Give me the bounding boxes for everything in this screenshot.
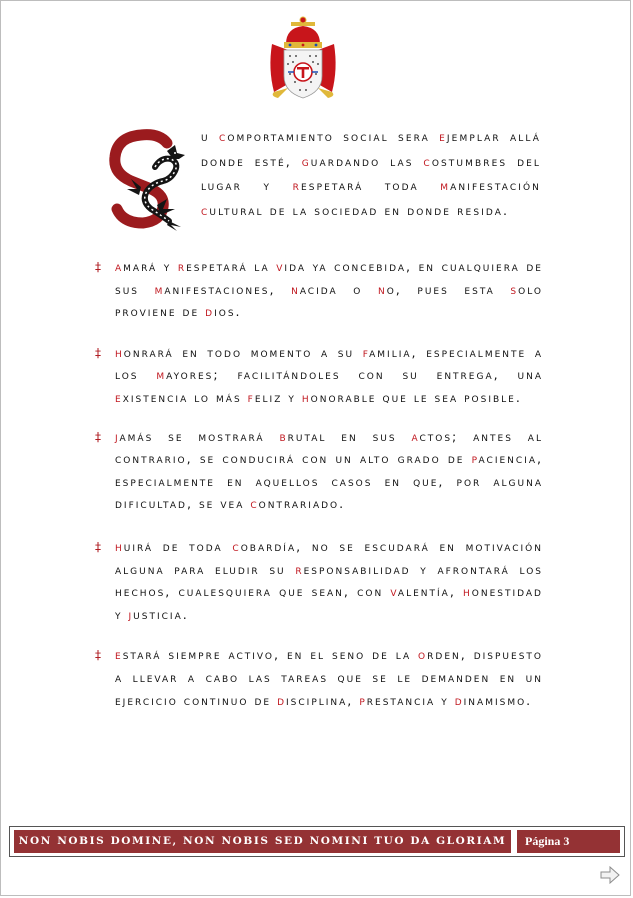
red-initial: j: [128, 606, 134, 622]
text-run: ios.: [214, 304, 242, 320]
text-run: espetará toda: [301, 178, 441, 194]
cross-bullet-icon: ‡: [95, 345, 101, 360]
text-run: olo proviene de: [115, 281, 543, 320]
text-run: isciplina,: [286, 692, 360, 708]
red-initial: n: [291, 281, 300, 297]
text-run: ida ya concebida, en cualquiera de sus: [115, 259, 543, 297]
text-run: omportamiento social sera: [227, 129, 440, 144]
list-item-text: [115, 426, 543, 516]
red-initial: d: [205, 304, 215, 320]
red-initial: c: [423, 153, 432, 169]
red-initial: n: [377, 281, 387, 297]
text-run: onestidad y: [115, 584, 543, 622]
red-initial: e: [115, 647, 123, 663]
text-run: rutal en sus: [287, 428, 412, 444]
red-initial: r: [292, 178, 302, 194]
red-initial: h: [115, 344, 124, 360]
red-initial: c: [250, 496, 259, 512]
dragon-dropcap-icon: [97, 129, 189, 231]
text-run: ayores; facilitándoles con su entrega, una: [166, 367, 543, 383]
red-initial: v: [390, 584, 398, 600]
crest-icon: [264, 14, 342, 100]
text-run: ctos; antes al contrario, se conducirá con un alto grado de: [115, 428, 543, 467]
red-initial: c: [218, 129, 228, 144]
text-run: anifestaciones,: [164, 281, 292, 297]
text-run: anifestación: [450, 178, 542, 194]
text-run: amilia, especialmente a los: [115, 344, 544, 383]
text-run: onrará en todo momento a su: [123, 344, 363, 360]
red-initial: o: [418, 647, 428, 663]
text-run: jemplar allá donde esté,: [201, 129, 541, 169]
red-initial: d: [454, 692, 464, 708]
list-item-text: [115, 536, 543, 626]
page-number: Página 3: [517, 830, 620, 853]
text-run: espetará la: [186, 259, 277, 274]
red-initial: p: [359, 692, 367, 708]
text-run: ultural de la sociedad en donde resida.: [209, 202, 510, 218]
text-run: aciencia, especialmente en aquellos casos en que, por alguna dificultad, se vea: [115, 451, 543, 512]
text-run: restancia y: [366, 692, 455, 708]
next-page-arrow-icon[interactable]: [599, 866, 621, 884]
red-initial: f: [247, 389, 255, 405]
list-item-text: [115, 644, 543, 712]
text-run: ontrariado.: [258, 496, 346, 512]
list-item-text: [115, 256, 543, 324]
text-run: acida o: [299, 281, 378, 297]
text-run: alentía,: [397, 584, 463, 600]
red-initial: f: [362, 344, 370, 360]
cross-bullet-icon: ‡: [95, 429, 101, 444]
text-run: ostumbres del lugar y: [201, 153, 541, 194]
text-run: xistencia lo más: [122, 389, 248, 405]
red-initial: r: [295, 561, 304, 577]
text-run: inamismo.: [463, 692, 533, 708]
text-run: obardía, no se escudará en motivación alguna para eludir su: [115, 538, 543, 577]
red-initial: e: [439, 129, 447, 144]
red-initial: r: [177, 259, 187, 274]
text-run: uirá de toda: [123, 538, 233, 554]
text-run: mará y: [123, 259, 178, 274]
red-initial: g: [301, 153, 311, 169]
list-item: [95, 256, 543, 324]
red-initial: m: [156, 367, 167, 383]
cross-bullet-icon: ‡: [95, 648, 101, 663]
text-run: stará siempre activo, en el seno de la: [122, 647, 419, 663]
intro-paragraph: [201, 125, 541, 223]
text-run: u: [201, 129, 219, 144]
red-initial: h: [462, 584, 472, 600]
red-initial: p: [471, 451, 479, 467]
red-initial: m: [154, 281, 165, 297]
text-run: uardando las: [310, 153, 424, 169]
precepts-list: [95, 256, 543, 712]
red-initial: c: [201, 202, 210, 218]
red-initial: b: [279, 428, 288, 444]
text-run: onorable que le sea posible.: [310, 389, 522, 405]
red-initial: a: [115, 259, 124, 274]
red-initial: h: [301, 389, 311, 405]
cross-bullet-icon: ‡: [95, 260, 101, 274]
page-footer: [9, 826, 625, 857]
red-initial: s: [510, 281, 519, 297]
red-initial: v: [276, 259, 285, 274]
list-item: [95, 536, 543, 626]
red-initial: d: [277, 692, 287, 708]
red-initial: m: [440, 178, 451, 194]
red-initial: a: [411, 428, 420, 444]
red-initial: j: [115, 428, 120, 444]
list-item: [95, 426, 543, 516]
red-initial: h: [115, 538, 124, 554]
red-initial: e: [115, 389, 123, 405]
text-run: rden, dispuesto a llevar a cabo las tareas que se le demanden en un ejercicio continuo de: [115, 647, 543, 708]
red-initial: c: [232, 538, 241, 554]
text-run: esponsabilidad y afrontará los hechos, cualesquiera que sean, con: [115, 561, 543, 600]
cross-bullet-icon: ‡: [95, 539, 101, 554]
text-run: amás se mostrará: [119, 428, 280, 444]
text-run: o, pues esta: [386, 281, 511, 297]
list-item: [95, 644, 543, 712]
text-run: usticia.: [133, 606, 189, 622]
list-item-text: [115, 342, 543, 410]
footer-motto: NON NOBIS DOMINE, NON NOBIS SED NOMINI TUO DA GLORIAM: [14, 830, 511, 853]
list-item: [95, 342, 543, 410]
text-run: eliz y: [254, 389, 302, 405]
